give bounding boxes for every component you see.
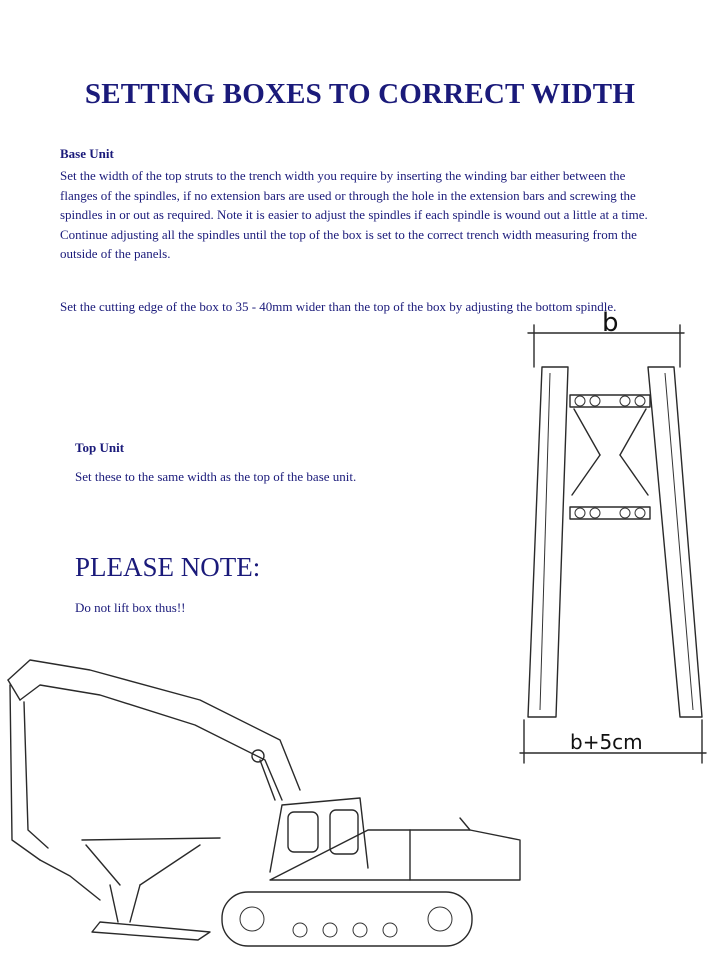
top-unit-heading: Top Unit [75,440,125,455]
suspended-trench-box [82,838,220,940]
excavator-tracks [222,892,472,946]
top-dimension [528,308,684,367]
bottom-dimension [520,720,706,763]
strut-top [570,395,650,495]
please-note-heading: PLEASE NOTE: [75,552,261,582]
strut-bottom [570,507,650,519]
right-panel [648,367,702,717]
excavator-arm [10,685,100,900]
bottom-width-label: b+5cm [570,730,643,754]
left-panel [528,367,568,717]
trench-box-diagram [510,305,710,765]
excavator-sketch [0,640,520,960]
base-unit-heading: Base Unit [60,146,114,161]
top-width-label: b [602,308,619,338]
page-title: SETTING BOXES TO CORRECT WIDTH [84,78,636,110]
top-unit-text: Set these to the same width as the top of the base unit. [75,469,357,484]
base-unit-paragraph-2: Set the cutting edge of the box to 35 - 40mm wider than the top of the box by adjusting the bottom spindle. [60,299,617,314]
base-unit-paragraph-1: Set the width of the top struts to the trench width you require by inserting the winding bar either between the flanges of the spindles, if no extension bars are used or through the hole in the extension bars and screwing the spindles in or out as required. Note it is easier to adjust the spindles if each spindle is wound out a little at a time. Continue adjusting all the spindles until the top of the box is set to the correct trench width measuring from the outside of the panels. [60,168,648,262]
please-note-text: Do not lift box thus!! [75,600,186,615]
excavator-boom [8,660,300,800]
excavator-cab [270,798,520,880]
